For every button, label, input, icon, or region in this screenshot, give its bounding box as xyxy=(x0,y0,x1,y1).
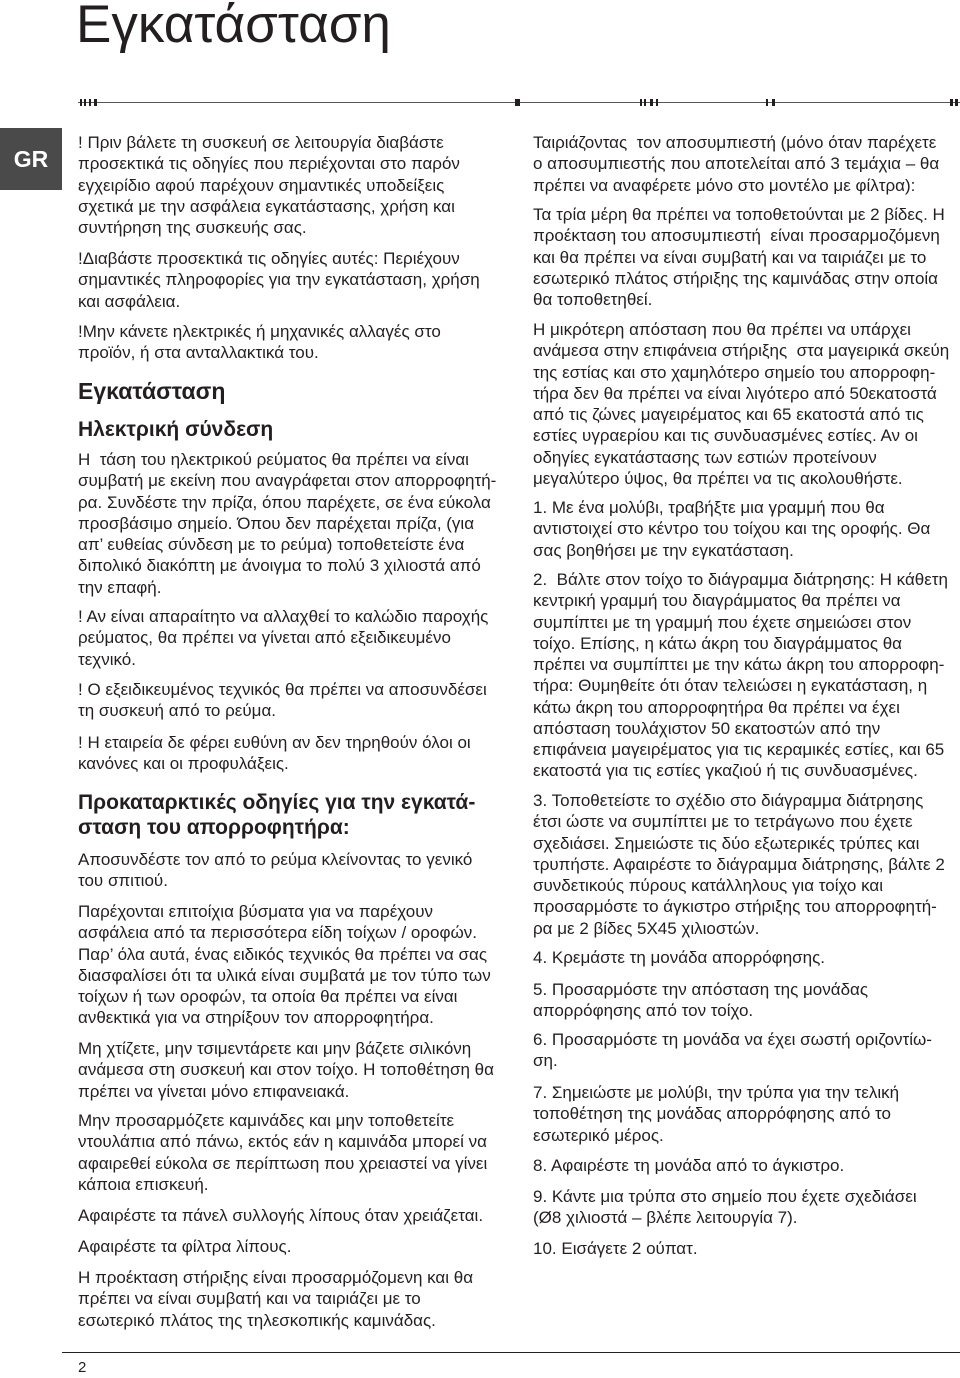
text-line: ! Αν είναι απαραίτητο να αλλαχθεί το καλώδιο παροχής xyxy=(78,607,489,626)
text-line: συντήρηση της συσκευής σας. xyxy=(78,218,307,237)
text-line: προσαρμόστε το άγκιστρο στήριξης του απορροφητή- xyxy=(533,897,937,917)
text-line: τη συσκευή από το ρεύμα. xyxy=(78,701,277,721)
info-paragraph xyxy=(533,319,949,489)
text-line: 10. Εισάγετε 2 ούπατ. xyxy=(533,1239,698,1258)
text-line: 8. Αφαιρέστε τη μονάδα από το άγκιστρο. xyxy=(533,1156,845,1175)
text-line: κεντρική γραμμή του διαγράμματος θα πρέπει να xyxy=(533,591,901,611)
section-heading: Εγκατάσταση xyxy=(78,378,226,404)
safety-note xyxy=(78,248,480,312)
text-line: Προκαταρκτικές οδηγίες για την εγκατά- xyxy=(78,791,476,814)
preliminary-paragraph xyxy=(78,849,472,892)
page-number: 2 xyxy=(78,1359,87,1376)
text-line: ανθεκτικά για να στηρίξουν τον απορροφητήρα. xyxy=(78,1008,434,1028)
installation-step xyxy=(533,569,948,782)
footer-rule xyxy=(62,1352,960,1353)
text-line: ρα. Συνδέστε την πρίζα, όπου παρέχετε, σε ένα εύκολα xyxy=(78,492,491,512)
safety-note xyxy=(78,132,460,238)
text-line: προέκταση του αποσυμπιεστή είναι προσαρμοζόμενη xyxy=(533,226,940,246)
text-line: τεχνικό. xyxy=(78,649,136,669)
text-line: αφαιρεθεί εύκολα σε περίπτωση που χρειαστεί να γίνει xyxy=(78,1153,488,1173)
text-line: πρέπει να συμπίπτει με την κάτω άκρη του απορροφη- xyxy=(533,655,945,674)
text-line: ανάμεσα στη συσκευή και στον τοίχο. Η τοποθέτηση θα xyxy=(78,1060,494,1080)
text-line: προσεκτικά τις οδηγίες που περιέχονται στο παρόν xyxy=(78,154,460,174)
text-line: κάτω άκρη του απορροφητήρα θα πρέπει να έχει xyxy=(533,697,900,717)
text-line: από τις ζώνες μαγειρέματος και 65 εκατοστά από τις xyxy=(533,405,924,424)
text-line: τρυπήστε. Αφαιρέστε το διάγραμμα διάτρησης, βάλτε 2 xyxy=(533,854,945,874)
electrical-paragraph xyxy=(78,449,496,598)
text-line: τήρα δεν θα πρέπει να είναι λιγότερο από 50εκατοστά xyxy=(533,383,937,403)
preliminary-paragraph xyxy=(78,1205,483,1226)
installation-step xyxy=(533,790,945,939)
text-line: κάποια επισκευή. xyxy=(78,1174,209,1194)
electrical-connection-heading: Ηλεκτρική σύνδεση xyxy=(78,418,274,441)
text-line: εστίες υγραερίου και τις συνδυασμένες εστίες. Αν οι xyxy=(533,426,918,446)
text-line: και θα πρέπει να είναι συμβατή και να ταιριάζει με το xyxy=(533,247,927,267)
page-title: Εγκατάσταση xyxy=(76,0,391,54)
electrical-paragraph xyxy=(78,679,487,722)
text-line: 5. Προσαρμόστε την απόσταση της μονάδας xyxy=(533,980,869,999)
text-line: τήρα: Θυμηθείτε ότι όταν τελειώσει η εγκατάσταση, η xyxy=(533,676,928,696)
text-line: κανόνες και οι προφυλάξεις. xyxy=(78,754,289,774)
rule-tick xyxy=(515,99,520,106)
text-line: Μην προσαρμόζετε καμινάδες και μην τοποθετείτε xyxy=(78,1111,455,1130)
text-line: Παρέχονται επιτοίχια βύσματα για να παρέχουν xyxy=(78,902,433,921)
text-line: ο αποσυμπιεστής που αποτελείται από 3 τεμάχια – θα xyxy=(533,154,940,174)
text-line: σχετικά με την ασφάλεια εγκατάστασης, χρήση και xyxy=(78,196,455,216)
preliminary-instructions-heading xyxy=(78,790,475,840)
info-paragraph xyxy=(533,132,939,196)
installation-step xyxy=(533,1155,844,1176)
preliminary-paragraph xyxy=(78,1110,487,1195)
safety-note xyxy=(78,321,441,364)
text-line: !Διαβάστε προσεκτικά τις οδηγίες αυτές: Περιέχουν xyxy=(78,249,460,268)
text-line: !Μην κάνετε ηλεκτρικές ή μηχανικές αλλαγές στο xyxy=(78,322,441,341)
text-line: συμπίπτει με τη γραμμή που έχετε σημειώσει στον xyxy=(533,612,912,632)
language-badge: GR xyxy=(0,128,62,190)
text-line: σας βοηθήσει με την εγκατάσταση. xyxy=(533,540,794,560)
text-line: Αφαιρέστε τα πάνελ συλλογής λίπους όταν χρειάζεται. xyxy=(78,1206,484,1225)
text-line: την επαφή. xyxy=(78,577,162,597)
text-line: οδηγίες εγκατάστασης των εστιών προτείνουν xyxy=(533,447,877,467)
text-line: Τα τρία μέρη θα πρέπει να τοποθετούνται με 2 βίδες. Η xyxy=(533,205,945,224)
preliminary-paragraph xyxy=(78,1038,494,1102)
text-line: εγχειρίδιο αφού παρέχουν σημαντικές υποδείξεις xyxy=(78,175,445,195)
text-line: σχεδιάσει. Σημειώστε τις δύο εξωτερικές τρύπες και xyxy=(533,833,920,853)
text-line: και ασφάλεια. xyxy=(78,291,181,311)
text-line: έτσι ώστε να συμπίπτει με το τετράγωνο που έχετε xyxy=(533,812,913,832)
text-line: σημαντικές πληροφορίες για την εγκατάσταση, χρήση xyxy=(78,270,480,290)
preliminary-paragraph xyxy=(78,901,491,1029)
text-line: πρέπει να αναφέρετε μόνο στο μοντέλο με φίλτρα): xyxy=(533,175,916,195)
text-line: Μη χτίζετε, μην τσιμεντάρετε και μην βάζετε σιλικόνη xyxy=(78,1039,472,1058)
text-line: του σπιτιού. xyxy=(78,871,168,891)
text-line: πρέπει να γίνεται μόνο επιφανειακά. xyxy=(78,1081,350,1101)
text-line: 3. Τοποθετείστε το σχέδιο στο διάγραμμα διάτρησης xyxy=(533,791,924,810)
electrical-paragraph xyxy=(78,606,488,670)
text-line: Η μικρότερη απόσταση που θα πρέπει να υπάρχει xyxy=(533,320,911,339)
text-line: απόσταση τουλάχιστον 50 εκατοστών από την xyxy=(533,718,881,738)
text-line: 7. Σημειώστε με μολύβι, την τρύπα για την τελική xyxy=(533,1083,900,1102)
text-line: Ταιριάζοντας τον αποσυμπιεστή (μόνο όταν παρέχετε xyxy=(533,133,937,152)
text-line: 9. Κάντε μια τρύπα στο σημείο που έχετε σχεδιάσει xyxy=(533,1187,917,1206)
text-line: τοίχο. Επίσης, η κάτω άκρη του διαγράμματος θα xyxy=(533,633,903,653)
installation-step xyxy=(533,1238,698,1259)
right-column xyxy=(533,0,958,1340)
text-line: επιφάνεια μαγειρέματος για τις κεραμικές εστίες, και 65 xyxy=(533,740,945,759)
text-line: θα τοποθετηθεί. xyxy=(533,290,653,309)
text-line: προσβάσιμο σημείο. Όπου δεν παρέχεται πρίζα, (για xyxy=(78,513,475,533)
text-line: απ’ ευθείας σύνδεση με το ρεύμα) τοποθετείστε ένα xyxy=(78,535,465,554)
text-line: ρα με 2 βίδες 5Χ45 χιλιοστών. xyxy=(533,918,760,938)
text-line: μεγαλύτερο ύψος, θα πρέπει να τις ακολουθήστε. xyxy=(533,468,903,488)
text-line: Παρ’ όλα αυτά, ένας ειδικός τεχνικός θα πρέπει να σας xyxy=(78,944,488,964)
installation-step xyxy=(533,1186,917,1229)
installation-step xyxy=(533,947,825,968)
text-line: τοίχων ή των οροφών, τα οποία θα πρέπει να είναι xyxy=(78,987,458,1006)
text-line: διασφαλίσει ότι τα υλικά είναι συμβατά με τον τύπο των xyxy=(78,965,491,985)
text-line: συνδετικούς πύρους κατάλληλους για τοίχο και xyxy=(533,876,884,895)
text-line: ! Πριν βάλετε τη συσκευή σε λειτουργία διαβάστε xyxy=(78,133,444,152)
text-line: εκατοστά για τις εστίες γκαζιού ή τις συνδυασμένες. xyxy=(533,761,918,781)
text-line: Η τάση του ηλεκτρικού ρεύματος θα πρέπει να είναι xyxy=(78,450,469,469)
text-line: διπολικό διακόπτη με άνοιγμα το πολύ 3 χιλιοστά από xyxy=(78,556,481,576)
text-line: ! Η εταιρεία δε φέρει ευθύνη αν δεν τηρηθούν όλοι οι xyxy=(78,733,471,752)
text-line: (Ø8 χιλιοστά – βλέπε λειτουργία 7). xyxy=(533,1208,798,1228)
text-line: ! Ο εξειδικευμένος τεχνικός θα πρέπει να αποσυνδέσει xyxy=(78,680,487,699)
text-line: Η προέκταση στήριξης είναι προσαρμόζομενη και θα xyxy=(78,1268,474,1287)
electrical-paragraph xyxy=(78,732,471,775)
text-line: συμβατή με εκείνη που αναγράφεται στον απορροφητή- xyxy=(78,471,497,491)
text-line: αντιστοιχεί στο κέντρο του τοίχου και της οροφής. Θα xyxy=(533,519,931,539)
text-line: Αποσυνδέστε τον από το ρεύμα κλείνοντας το γενικό xyxy=(78,850,473,869)
text-line: ρεύματος, θα πρέπει να γίνεται από εξειδικευμένο xyxy=(78,628,451,648)
preliminary-paragraph xyxy=(78,1267,473,1331)
text-line: Αφαιρέστε τα φίλτρα λίπους. xyxy=(78,1237,292,1256)
installation-step xyxy=(533,1082,899,1146)
text-line: 6. Προσαρμόστε τη μονάδα να έχει σωστή οριζοντίω- xyxy=(533,1030,932,1049)
text-line: 1. Με ένα μολύβι, τραβήξτε μια γραμμή που θα xyxy=(533,498,885,517)
preliminary-paragraph xyxy=(78,1236,291,1257)
installation-step xyxy=(533,497,930,561)
info-paragraph xyxy=(533,204,945,310)
installation-step xyxy=(533,1029,932,1072)
text-line: τοποθέτηση της μονάδας απορρόφησης από το xyxy=(533,1104,891,1124)
text-line: εσωτερικό πλάτος της τηλεσκοπικής καμινάδας. xyxy=(78,1310,436,1330)
text-line: προϊόν, ή στα ανταλλακτικά του. xyxy=(78,343,319,363)
text-line: σταση του απορροφητήρα: xyxy=(78,816,350,839)
installation-step xyxy=(533,979,868,1022)
text-line: της εστίας και στο χαμηλότερο σημείο του απορροφη- xyxy=(533,362,936,382)
text-line: εσωτερικό μέρος. xyxy=(533,1125,664,1145)
text-line: ασφάλεια από τα περισσότερα είδη τοίχων / οροφών. xyxy=(78,923,478,943)
text-line: ανάμεσα στην επιφάνεια στήριξης στα μαγειρικά σκεύη xyxy=(533,341,950,361)
text-line: ση. xyxy=(533,1051,558,1071)
text-line: απορρόφησης από τον τοίχο. xyxy=(533,1001,754,1021)
text-line: 4. Κρεμάστε τη μονάδα απορρόφησης. xyxy=(533,948,826,967)
text-line: ντουλάπια από πάνω, εκτός εάν η καμινάδα μπορεί να xyxy=(78,1132,487,1152)
left-column xyxy=(78,0,503,1340)
text-line: εσωτερικό πλάτος στήριξης της καμινάδας στην οποία xyxy=(533,268,939,288)
text-line: πρέπει να είναι συμβατή και να ταιριάζει με το xyxy=(78,1289,421,1309)
text-line: 2. Βάλτε στον τοίχο το διάγραμμα διάτρησης: Η κάθετη xyxy=(533,570,948,589)
